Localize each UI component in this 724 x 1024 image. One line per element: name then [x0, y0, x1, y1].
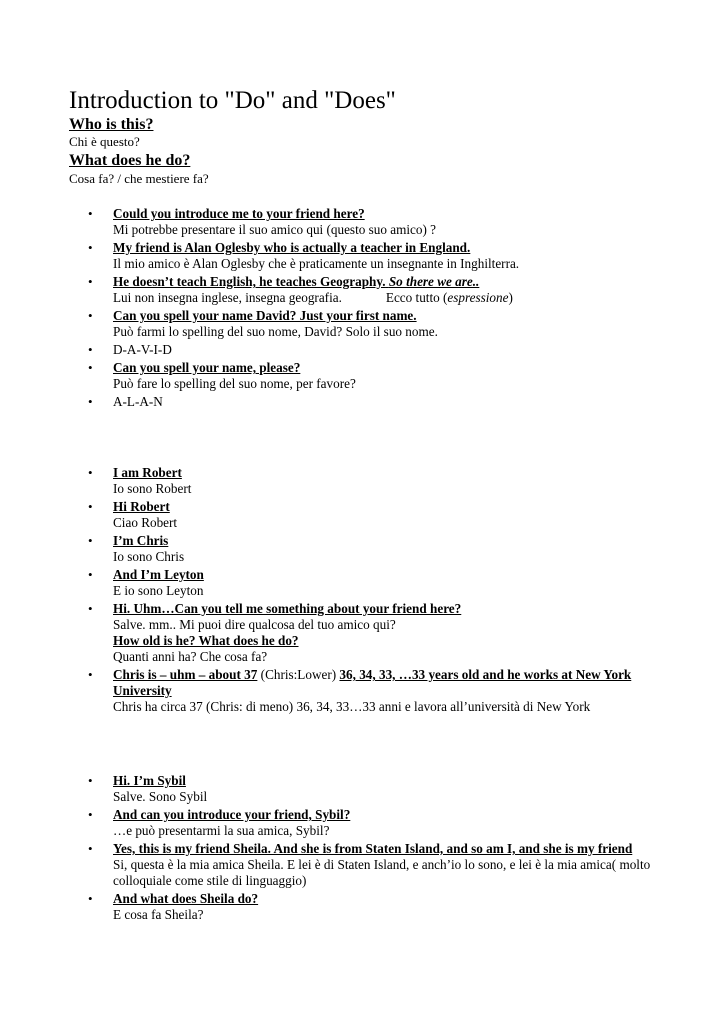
translation-text: Io sono Robert [113, 481, 192, 496]
bullet-icon: • [88, 773, 93, 788]
question-text: Could you introduce me to your friend here? [113, 206, 365, 221]
translation-text: Si, questa è la mia amica Sheila. E lei è di Staten Island, e anch’io lo sono, e lei è la mia amica( molto colloquiale come stile di linguaggio) [113, 857, 651, 888]
list-item [0, 601, 653, 665]
bullet-icon: • [88, 667, 93, 682]
list-item [0, 807, 653, 839]
translation-text: Mi potrebbe presentare il suo amico qui (questo suo amico) ? [113, 222, 437, 237]
bullet-icon: • [88, 841, 93, 856]
question-text: Hi. Uhm…Can you tell me something about your friend here? [113, 601, 462, 616]
bullet-icon: • [88, 567, 93, 582]
list-item [0, 360, 653, 392]
translation-text: …e può presentarmi la sua amica, Sybil? [113, 823, 330, 838]
translation-text-2: Quanti anni ha? Che cosa fa? [113, 649, 268, 664]
translation-text: Chris ha circa 37 (Chris: di meno) 36, 34, 33…33 anni e lavora all’università di New York [113, 699, 591, 714]
spelling-text: A-L-A-N [113, 394, 163, 409]
list-item [0, 533, 653, 565]
translation-text: E io sono Leyton [113, 583, 204, 598]
list-item [0, 206, 653, 238]
bullet-icon: • [88, 360, 93, 375]
translation-text: Può farmi lo spelling del suo nome, David? Solo il suo nome. [113, 324, 438, 339]
heading-what: What does he do? [69, 152, 191, 169]
list-item [0, 274, 653, 306]
translation-who: Chi è questo? [69, 134, 140, 149]
translation-text: Salve. mm.. Mi puoi dire qualcosa del tuo amico qui? [113, 617, 396, 632]
translation-text: Il mio amico è Alan Oglesby che è praticamente un insegnante in Inghilterra. [113, 256, 520, 271]
spelling-text: D-A-V-I-D [113, 342, 172, 357]
list-item [0, 567, 653, 599]
list-item [0, 773, 653, 805]
bullet-icon: • [88, 807, 93, 822]
list-item [0, 465, 653, 497]
question-text: Chris is – uhm – about 37 (Chris:Lower) 36, 34, 33, …33 years old and he works at New York University [113, 667, 632, 698]
translation-text: Salve. Sono Sybil [113, 789, 208, 804]
dialogue-list-1 [0, 206, 653, 412]
question-text: And what does Sheila do? [113, 891, 259, 906]
question-text: My friend is Alan Oglesby who is actually a teacher in England. [113, 240, 471, 255]
bullet-icon: • [88, 891, 93, 906]
translation-text: E cosa fa Sheila? [113, 907, 204, 922]
list-item [0, 308, 653, 340]
translation-what: Cosa fa? / che mestiere fa? [69, 171, 209, 186]
list-item [0, 667, 653, 715]
dialogue-list-2 [0, 465, 653, 717]
question-text: I’m Chris [113, 533, 169, 548]
translation-text: Io sono Chris [113, 549, 185, 564]
page-title: Introduction to "Do" and "Does" [69, 87, 396, 114]
question-text: Can you spell your name, please? [113, 360, 301, 375]
list-item [0, 891, 653, 923]
question-text-2: How old is he? What does he do? [113, 633, 299, 648]
bullet-icon: • [88, 308, 93, 323]
question-italic: So there we are.. [388, 274, 480, 289]
list-item [0, 342, 653, 358]
list-item [0, 841, 653, 889]
dialogue-list-3 [0, 773, 653, 925]
bullet-icon: • [88, 240, 93, 255]
question-text: He doesn’t teach English, he teaches Geography. So there we are.. [113, 274, 480, 289]
bullet-icon: • [88, 601, 93, 616]
heading-who: Who is this? [69, 116, 154, 133]
bullet-icon: • [88, 533, 93, 548]
question-text: Hi Robert [113, 499, 170, 514]
translation-text: Ciao Robert [113, 515, 178, 530]
bullet-icon: • [88, 499, 93, 514]
question-text: Yes, this is my friend Sheila. And she is from Staten Island, and so am I, and she is my friend [113, 841, 633, 856]
list-item [0, 394, 653, 410]
list-item [0, 240, 653, 272]
bullet-icon: • [88, 274, 93, 289]
question-text: And can you introduce your friend, Sybil? [113, 807, 351, 822]
question-text: Hi. I’m Sybil [113, 773, 186, 788]
translation-text: Lui non insegna inglese, insegna geografia. Ecco tutto (espressione) [113, 290, 513, 305]
list-item [0, 499, 653, 531]
bullet-icon: • [88, 394, 93, 409]
bullet-icon: • [88, 465, 93, 480]
bullet-icon: • [88, 206, 93, 221]
question-text: And I’m Leyton [113, 567, 204, 582]
translation-text: Può fare lo spelling del suo nome, per favore? [113, 376, 356, 391]
bullet-icon: • [88, 342, 93, 357]
question-text: Can you spell your name David? Just your first name. [113, 308, 417, 323]
question-text: I am Robert [113, 465, 182, 480]
